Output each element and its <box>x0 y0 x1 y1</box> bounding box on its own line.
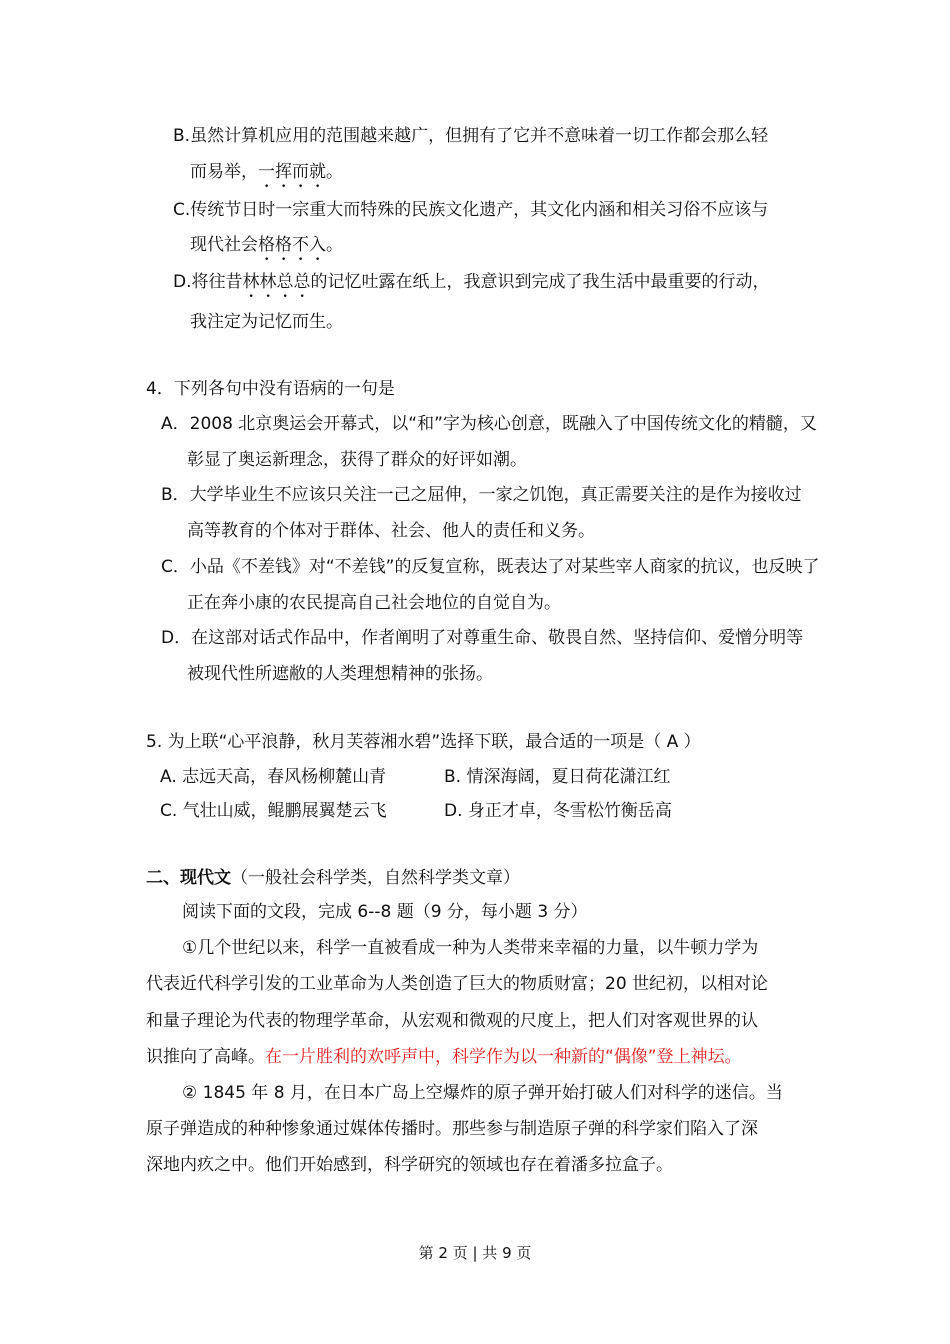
q3-option-c-line1: C.传统节日时一宗重大而特殊的民族文化遗产，其文化内涵和相关习俗不应该与 <box>173 200 769 220</box>
q4-option-c-line1: C．小品《不差钱》对“不差钱”的反复宣称，既表达了对某些宰人商家的抗议，也反映了 <box>161 557 820 577</box>
q4-option-c-line2: 正在奔小康的农民提高自己社会地位的自觉自为。 <box>187 593 561 613</box>
text: 识推向了高峰。 <box>146 1047 265 1067</box>
paragraph-1-line3: 和量子理论为代表的物理学革命，从宏观和微观的尺度上，把人们对客观世界的认 <box>146 1011 758 1031</box>
section-heading-rest: （一般社会科学类，自然科学类文章） <box>231 868 520 888</box>
paragraph-1-line1: ①几个世纪以来，科学一直被看成一种为人类带来幸福的力量，以牛顿力学为 <box>182 938 759 958</box>
text: 。 <box>326 162 343 182</box>
q4-stem: 4．下列各句中没有语病的一句是 <box>146 379 395 399</box>
q3-option-d-line1 <box>173 270 770 302</box>
text: D.将往昔 <box>173 272 243 292</box>
text: 现代社会 <box>190 235 258 255</box>
text: 的记忆吐露在纸上，我意识到完成了我生活中最重要的行动， <box>310 272 770 292</box>
q3-option-d-line2: 我注定为记忆而生。 <box>190 312 343 332</box>
reading-instruction: 阅读下面的文段，完成 6--8 题（9 分，每小题 3 分） <box>182 902 588 922</box>
q4-option-b-line2: 高等教育的个体对于群体、社会、他人的责任和义务。 <box>187 521 595 541</box>
q4-option-b-line1: B．大学毕业生不应该只关注一己之屈伸，一家之饥饱，真正需要关注的是作为接收过 <box>161 485 802 505</box>
q5-option-b: B. 情深海阔，夏日荷花潇江红 <box>444 767 671 787</box>
paragraph-1-line2: 代表近代科学引发的工业革命为人类创造了巨大的物质财富；20 世纪初，以相对论 <box>146 974 769 994</box>
q4-option-a-line2: 彰显了奥运新理念，获得了群众的好评如潮。 <box>187 450 527 470</box>
q5-option-c: C. 气壮山威，鲲鹏展翼楚云飞 <box>160 801 387 821</box>
emphasized-idiom: 林林总总 <box>242 272 311 292</box>
emphasized-idiom: 格格不入 <box>258 235 326 255</box>
highlighted-sentence: 在一片胜利的欢呼声中，科学作为以一种新的“偶像”登上神坛。 <box>265 1047 742 1067</box>
paragraph-1-line4 <box>146 1045 742 1069</box>
q5-option-a: A. 志远天高，春风杨柳麓山青 <box>160 767 387 787</box>
emphasized-idiom: 一挥而就 <box>258 162 326 182</box>
paragraph-2-line3: 深地内疚之中。他们开始感到，科学研究的领域也存在着潘多拉盒子。 <box>146 1155 673 1175</box>
text: 。 <box>326 235 343 255</box>
q4-option-d-line1: D．在这部对话式作品中，作者阐明了对尊重生命、敬畏自然、坚持信仰、爱憎分明等 <box>161 628 804 648</box>
section-heading <box>146 866 520 890</box>
q4-option-a-line1: A．2008 北京奥运会开幕式，以“和”字为核心创意，既融入了中国传统文化的精髓，又 <box>161 414 817 434</box>
text: 而易举， <box>190 162 258 182</box>
q5-option-d: D. 身正才卓，冬雪松竹衡岳高 <box>444 801 672 821</box>
page-footer: 第 2 页 | 共 9 页 <box>418 1244 532 1262</box>
q4-option-d-line2: 被现代性所遮敝的人类理想精神的张扬。 <box>187 664 493 684</box>
paragraph-2-line2: 原子弹造成的种种惨象通过媒体传播时。那些参与制造原子弹的科学家们陷入了深 <box>146 1119 758 1139</box>
section-heading-bold: 二、现代文 <box>146 868 231 888</box>
q3-option-c-line2 <box>190 233 343 265</box>
paragraph-2-line1: ② 1845 年 8 月，在日本广岛上空爆炸的原子弹开始打破人们对科学的迷信。当 <box>182 1083 783 1103</box>
q5-stem: 5. 为上联“心平浪静，秋月芙蓉湘水碧”选择下联，最合适的一项是（ A ） <box>146 732 701 752</box>
q3-option-b-line1: B.虽然计算机应用的范围越来越广，但拥有了它并不意味着一切工作都会那么轻 <box>173 126 769 146</box>
q3-option-b-line2 <box>190 160 343 192</box>
